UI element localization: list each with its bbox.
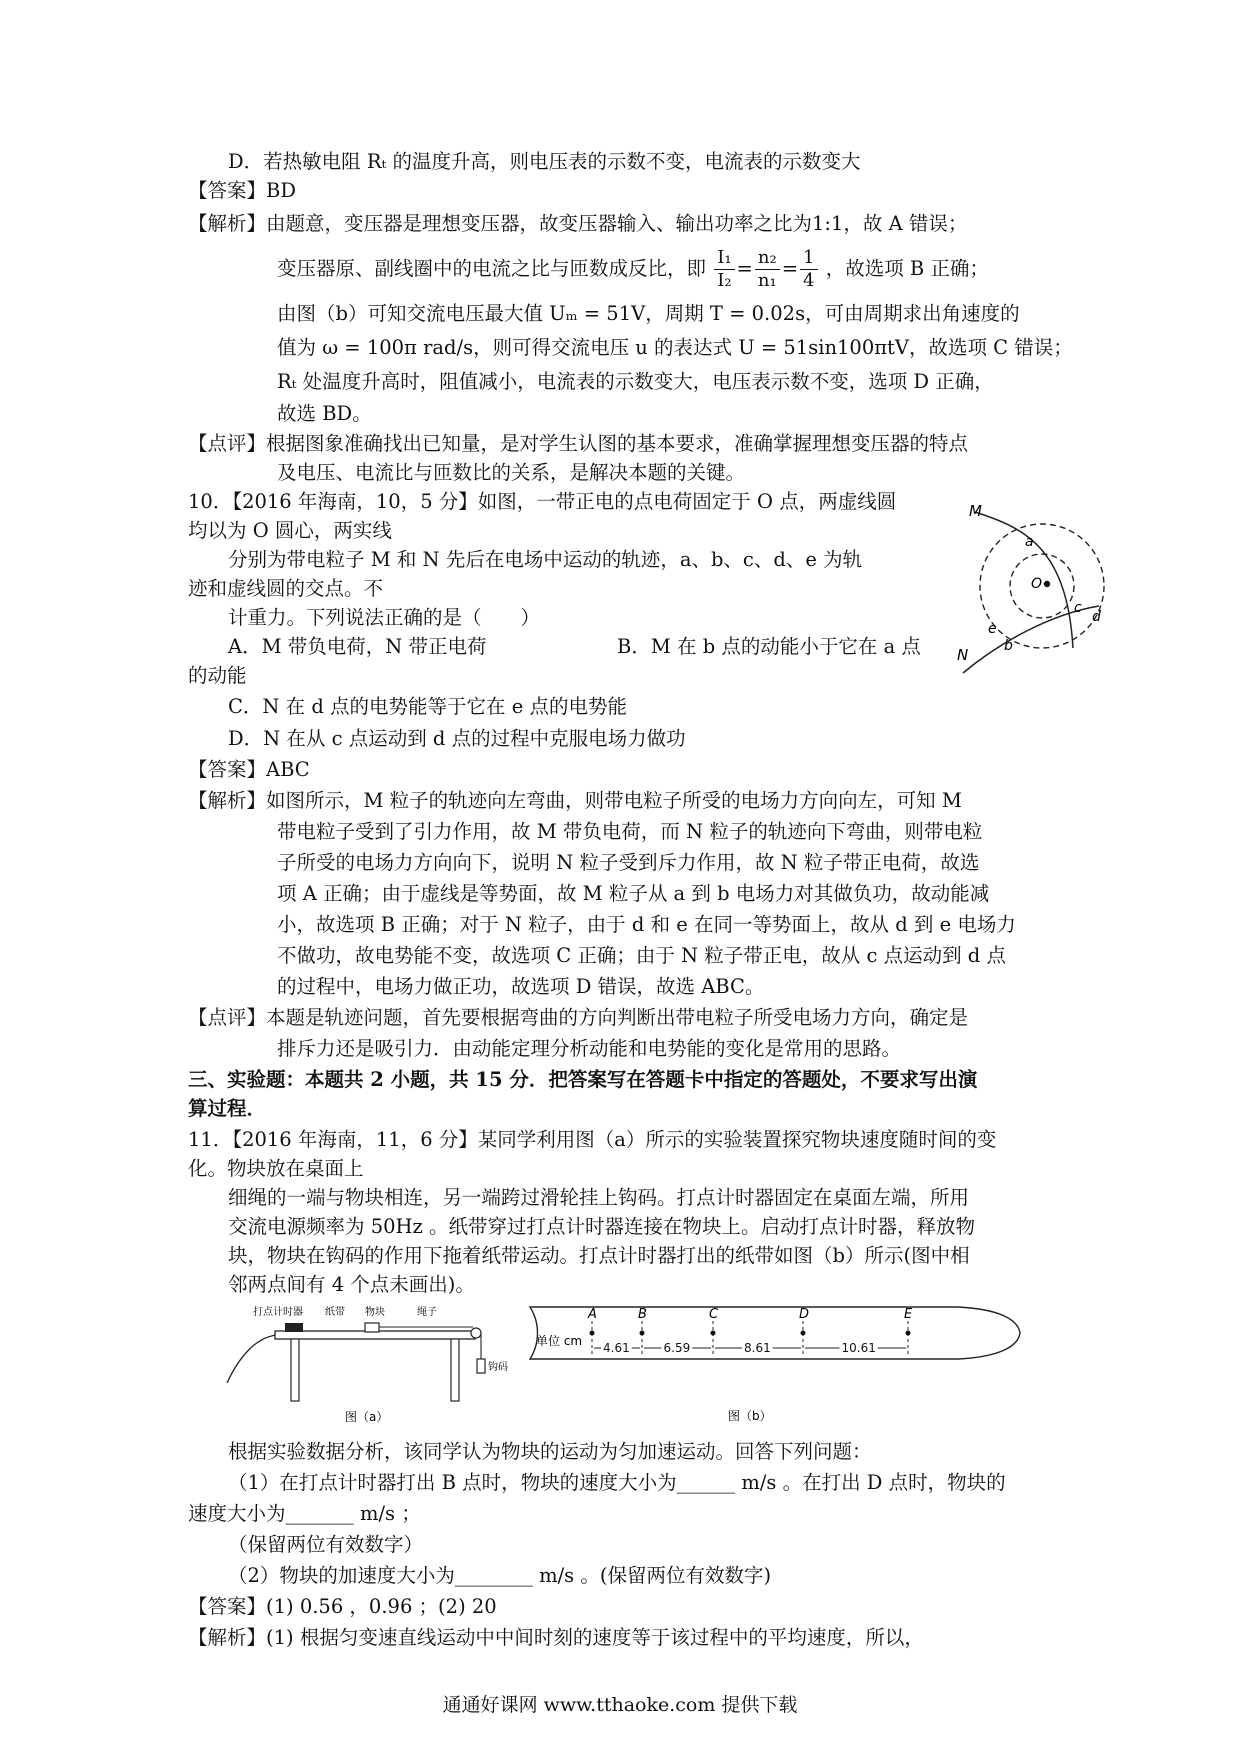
q10-analysis-line: 不做功，故电势能不变，故选项 C 正确；由于 N 粒子带正电，故从 c 点运动到 d 点 — [277, 944, 1006, 967]
q11-apparatus-figure — [225, 1303, 525, 1425]
q10-stem: 计重力。下列说法正确的是（ ） — [228, 606, 541, 629]
tape-point-dot — [906, 1331, 911, 1336]
label-m: M — [969, 502, 982, 520]
label-block: 物块 — [365, 1307, 385, 1318]
q10-comment: 【点评】本题是轨迹问题，首先要根据弯曲的方向判断出带电粒子所受电场力方向，确定是 — [188, 1006, 969, 1029]
q9-analysis-text: 变压器原、副线圈中的电流之比与匝数成反比，即 — [277, 257, 707, 280]
q11-answer: 【答案】(1) 0.56 ，0.96 ；(2) 20 — [188, 1595, 497, 1618]
label-rope: 绳子 — [417, 1307, 437, 1318]
tape-point-dot — [640, 1331, 645, 1336]
q10-option-d: D．N 在从 c 点运动到 d 点的过程中克服电场力做功 — [228, 727, 686, 750]
q11-stem: 块，物块在钩码的作用下拖着纸带运动。打点计时器打出的纸带如图（b）所示(图中相 — [228, 1244, 970, 1267]
q9-option-d: D．若热敏电阻 Rₜ 的温度升高，则电压表的示数不变，电流表的示数变大 — [228, 150, 861, 173]
q11-question-1: （1）在打点计时器打出 B 点时，物块的速度大小为______ m/s 。在打出 D 点时，物块的 — [228, 1471, 1006, 1494]
label-e: e — [988, 621, 997, 637]
tape-point-label: B — [638, 1307, 647, 1322]
q9-answer: 【答案】BD — [188, 179, 296, 202]
block-box — [365, 1323, 379, 1332]
label-timer: 打点计时器 — [253, 1307, 303, 1318]
fraction-i1-i2: $\frac{\text{I₁}}{\text{I₂}}$ — [714, 247, 734, 292]
tape-curve — [227, 1335, 277, 1383]
q10-stem: 迹和虚线圆的交点。不 — [188, 577, 384, 600]
distance-label: 10.61 — [841, 1341, 876, 1355]
q10-option-a: A．M 带负电荷，N 带正电荷 — [228, 635, 487, 658]
distance-label: 8.61 — [744, 1341, 771, 1355]
q10-answer: 【答案】ABC — [188, 758, 310, 781]
caption-a: 图（a） — [345, 1410, 389, 1424]
distance-label: 6.59 — [663, 1341, 691, 1355]
label-n: N — [957, 646, 969, 664]
q9-analysis-line: 故选 BD。 — [277, 402, 372, 425]
q10-analysis-line: 小，故选项 B 正确；对于 N 粒子，由于 d 和 e 在同一等势面上，故从 d 到 e 电场力 — [277, 913, 1016, 936]
q10-analysis-line: 子所受的电场力方向向下，说明 N 粒子受到斥力作用，故 N 粒子带正电荷，故选 — [277, 851, 980, 874]
q11-stem: 邻两点间有 4 个点未画出)。 — [228, 1273, 475, 1296]
q11-tape-figure — [528, 1303, 1026, 1425]
pulley — [471, 1328, 481, 1338]
q9-analysis-line: 值为 ω = 100π rad/s，则可得交流电压 u 的表达式 U = 51sin100πtV，故选项 C 错误； — [277, 336, 1073, 359]
q10-option-c: C．N 在 d 点的电势能等于它在 e 点的电势能 — [228, 695, 627, 718]
q11-question-2: （2）物块的加速度大小为________ m/s 。(保留两位有效数字) — [228, 1564, 772, 1587]
q9-comment: 【点评】根据图象准确找出已知量，是对学生认图的基本要求，准确掌握理想变压器的特点 — [188, 432, 969, 455]
label-d: d — [1092, 609, 1101, 625]
q10-analysis-line: 项 A 正确；由于虚线是等势面，故 M 粒子从 a 到 b 电场力对其做负功，故动能减 — [277, 882, 990, 905]
q11-note: （保留两位有效数字） — [228, 1533, 424, 1556]
label-tape: 纸带 — [325, 1307, 345, 1318]
hanging-weight — [477, 1359, 485, 1373]
q10-stem: 均以为 O 圆心，两实线 — [188, 519, 392, 542]
label-c: c — [1074, 600, 1082, 616]
label-b: b — [1004, 638, 1013, 654]
q9-analysis-line: Rₜ 处温度升高时，阻值减小，电流表的示数变大，电压表示数不变，选项 D 正确， — [277, 370, 994, 393]
fraction-n2-n1: $\frac{\text{n₂}}{\text{n₁}}$ — [755, 247, 780, 292]
q9-analysis-line: 变压器原、副线圈中的电流之比与匝数成反比，即 $\frac{\text{I₁}}{\text{I₂}}$ = $\frac{\text{n₂}}{\text{n₁}}$ = $\frac{1}{4}$ ，故选项 B 正确； — [277, 247, 989, 291]
q9-comment: 及电压、电流比与匝数比的关系，是解决本题的关键。 — [277, 461, 746, 484]
tape-point-label: A — [588, 1307, 597, 1322]
tape-point-label: E — [904, 1307, 913, 1322]
table-leg-left — [291, 1339, 299, 1401]
q11-analysis-line: 【解析】(1) 根据匀变速直线运动中中间时刻的速度等于该过程中的平均速度，所以， — [188, 1626, 924, 1649]
q10-stem: 分别为带电粒子 M 和 N 先后在电场中运动的轨迹，a、b、c、d、e 为轨 — [228, 548, 863, 571]
timer-box — [285, 1323, 303, 1332]
q11-question-1-cont: 速度大小为_______ m/s ； — [188, 1502, 421, 1525]
q9-analysis-line: 由图（b）可知交流电压最大值 Uₘ = 51V，周期 T = 0.02s，可由周期求出角速度的 — [277, 302, 1020, 325]
q11-stem: 细绳的一端与物块相连，另一端跨过滑轮挂上钩码。打点计时器固定在桌面左端，所用 — [228, 1186, 970, 1209]
q10-stem: 10．【2016 年海南，10，5 分】如图，一带正电的点电荷固定于 O 点，两虚线圆 — [188, 490, 897, 513]
label-weight: 钩码 — [488, 1362, 508, 1373]
q11-stem: 11．【2016 年海南，11，6 分】某同学利用图（a）所示的实验装置探究物块速度随时间的变 — [188, 1128, 997, 1151]
q10-comment: 排斥力还是吸引力．由动能定理分析动能和电势能的变化是常用的思路。 — [277, 1037, 902, 1060]
tape-marks — [587, 1307, 913, 1357]
distance-label: 4.61 — [603, 1341, 630, 1355]
caption-b: 图（b） — [728, 1409, 772, 1423]
tape-point-label: D — [799, 1307, 810, 1322]
q10-analysis-line: 带电粒子受到了引力作用，故 M 带负电荷，而 N 粒子的轨迹向下弯曲，则带电粒 — [277, 820, 983, 843]
section-heading: 算过程． — [188, 1097, 267, 1120]
page-footer: 通通好课网 www.tthaoke.com 提供下载 — [442, 1694, 798, 1716]
charge-o — [1044, 581, 1050, 587]
q10-field-figure — [955, 500, 1105, 680]
tape-unit: 单位 cm — [536, 1334, 583, 1348]
q11-stem: 交流电源频率为 50Hz 。纸带穿过打点计时器连接在物块上。启动打点计时器，释放物 — [228, 1215, 975, 1238]
tape-point-dot — [711, 1331, 716, 1336]
tape-point-dot — [801, 1331, 806, 1336]
fraction-one-quarter: $\frac{1}{4}$ — [800, 247, 817, 292]
tape-point-label: C — [709, 1307, 719, 1322]
q9-analysis-text: ，故选项 B 正确； — [825, 257, 989, 280]
section-heading: 三、实验题：本题共 2 小题，共 15 分．把答案写在答题卡中指定的答题处，不要求写出演 — [188, 1068, 978, 1091]
q11-stem: 化。物块放在桌面上 — [188, 1157, 364, 1180]
label-a: a — [1025, 534, 1034, 550]
table-leg-right — [451, 1339, 459, 1401]
q11-stem: 根据实验数据分析，该同学认为物块的运动为匀加速运动。回答下列问题： — [228, 1440, 872, 1463]
q10-analysis-line: 【解析】如图所示，M 粒子的轨迹向左弯曲，则带电粒子所受的电场力方向向左，可知 M — [188, 789, 962, 812]
q10-option-b-cont: 的动能 — [188, 664, 247, 687]
q10-option-b: B．M 在 b 点的动能小于它在 a 点 — [617, 635, 921, 658]
label-o: O — [1031, 576, 1043, 592]
tape-point-dot — [590, 1331, 595, 1336]
q9-analysis-line: 【解析】由题意，变压器是理想变压器，故变压器输入、输出功率之比为1:1，故 A 错误； — [188, 212, 968, 235]
q10-analysis-line: 的过程中，电场力做正功，故选项 D 错误，故选 ABC。 — [277, 975, 765, 998]
